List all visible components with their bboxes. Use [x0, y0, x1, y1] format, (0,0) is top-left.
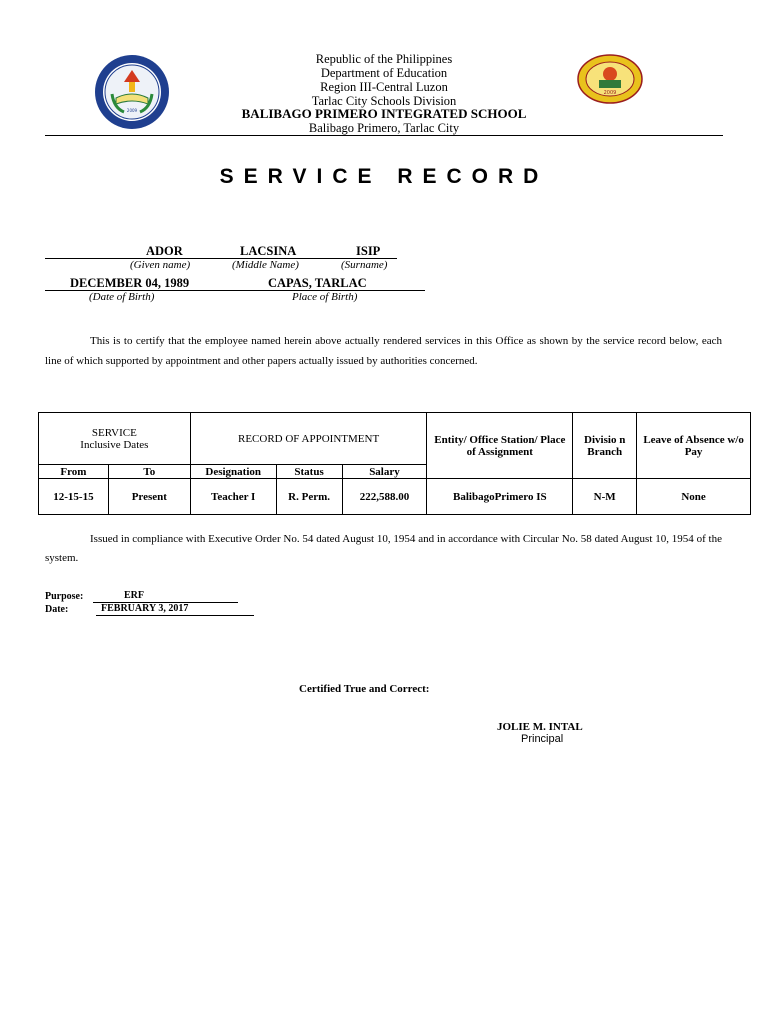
service-record-table — [38, 412, 751, 515]
designation-header: Designation — [190, 465, 276, 479]
entity-cell: BalibagoPrimero IS — [427, 479, 573, 515]
header-address: Balibago Primero, Tarlac City — [308, 121, 460, 135]
date-label: Date: — [45, 604, 69, 615]
salary-header: Salary — [342, 465, 427, 479]
middle-name-caption: (Middle Name) — [232, 259, 299, 271]
surname-caption: (Surname) — [341, 259, 388, 271]
salary-cell: 222,588.00 — [342, 479, 427, 515]
header-school-name: BALIBAGO PRIMERO INTEGRATED SCHOOL — [241, 106, 527, 121]
to-cell: Present — [108, 479, 190, 515]
from-cell: 12-15-15 — [39, 479, 109, 515]
division-branch-header: Divisio n Branch — [573, 413, 637, 479]
header-region: Region III-Central Luzon — [320, 80, 448, 94]
header-rule — [45, 135, 723, 136]
surname: ISIP — [356, 244, 381, 258]
purpose-label: Purpose: — [45, 591, 84, 602]
signatory-title: Principal — [521, 733, 564, 745]
given-name-caption: (Given name) — [130, 259, 191, 271]
certified-true-text: Certified True and Correct: — [299, 683, 430, 695]
to-header: To — [108, 465, 190, 479]
given-name: ADOR — [146, 244, 183, 258]
date-of-birth: DECEMBER 04, 1989 — [70, 276, 190, 290]
table-row — [39, 479, 751, 515]
service-label: SERVICE — [91, 426, 137, 439]
header-republic: Republic of the Philippines — [315, 52, 453, 66]
from-header: From — [39, 465, 109, 479]
page-title: SERVICE RECORD — [219, 165, 549, 188]
division-cell: N-M — [573, 479, 637, 515]
leave-header: Leave of Absence w/o Pay — [637, 413, 751, 479]
record-of-appointment-header: RECORD OF APPOINTMENT — [190, 413, 427, 465]
service-header — [39, 413, 191, 465]
inclusive-dates-label: Inclusive Dates — [80, 438, 149, 451]
signatory-name: JOLIE M. INTAL — [497, 721, 583, 733]
header-division: Tarlac City Schools Division — [311, 94, 457, 108]
date-value: FEBRUARY 3, 2017 — [101, 603, 189, 614]
svg-text:2009: 2009 — [603, 90, 617, 96]
leave-cell: None — [637, 479, 751, 515]
certification-paragraph: This is to certify that the employee named herein above actually rendered services in this Office as shown by the service record below, each line of which supported by appointment and other papers actually issued by authorities concerned. — [45, 335, 722, 367]
header-department: Department of Education — [320, 66, 448, 80]
status-cell: R. Perm. — [276, 479, 342, 515]
date-underline — [96, 615, 254, 616]
designation-cell: Teacher I — [190, 479, 276, 515]
middle-name: LACSINA — [240, 244, 297, 258]
compliance-paragraph: Issued in compliance with Executive Order No. 54 dated August 10, 1954 and in accordance with Circular No. 58 dated August 10, 1954 of the system. — [45, 533, 722, 564]
pob-caption: Place of Birth) — [292, 291, 358, 303]
purpose-value: ERF — [124, 590, 144, 601]
status-header: Status — [276, 465, 342, 479]
place-of-birth: CAPAS, TARLAC — [268, 276, 367, 290]
svg-text:2009: 2009 — [126, 108, 138, 113]
dob-caption: (Date of Birth) — [89, 291, 155, 303]
entity-header: Entity/ Office Station/ Place of Assignment — [427, 413, 573, 479]
